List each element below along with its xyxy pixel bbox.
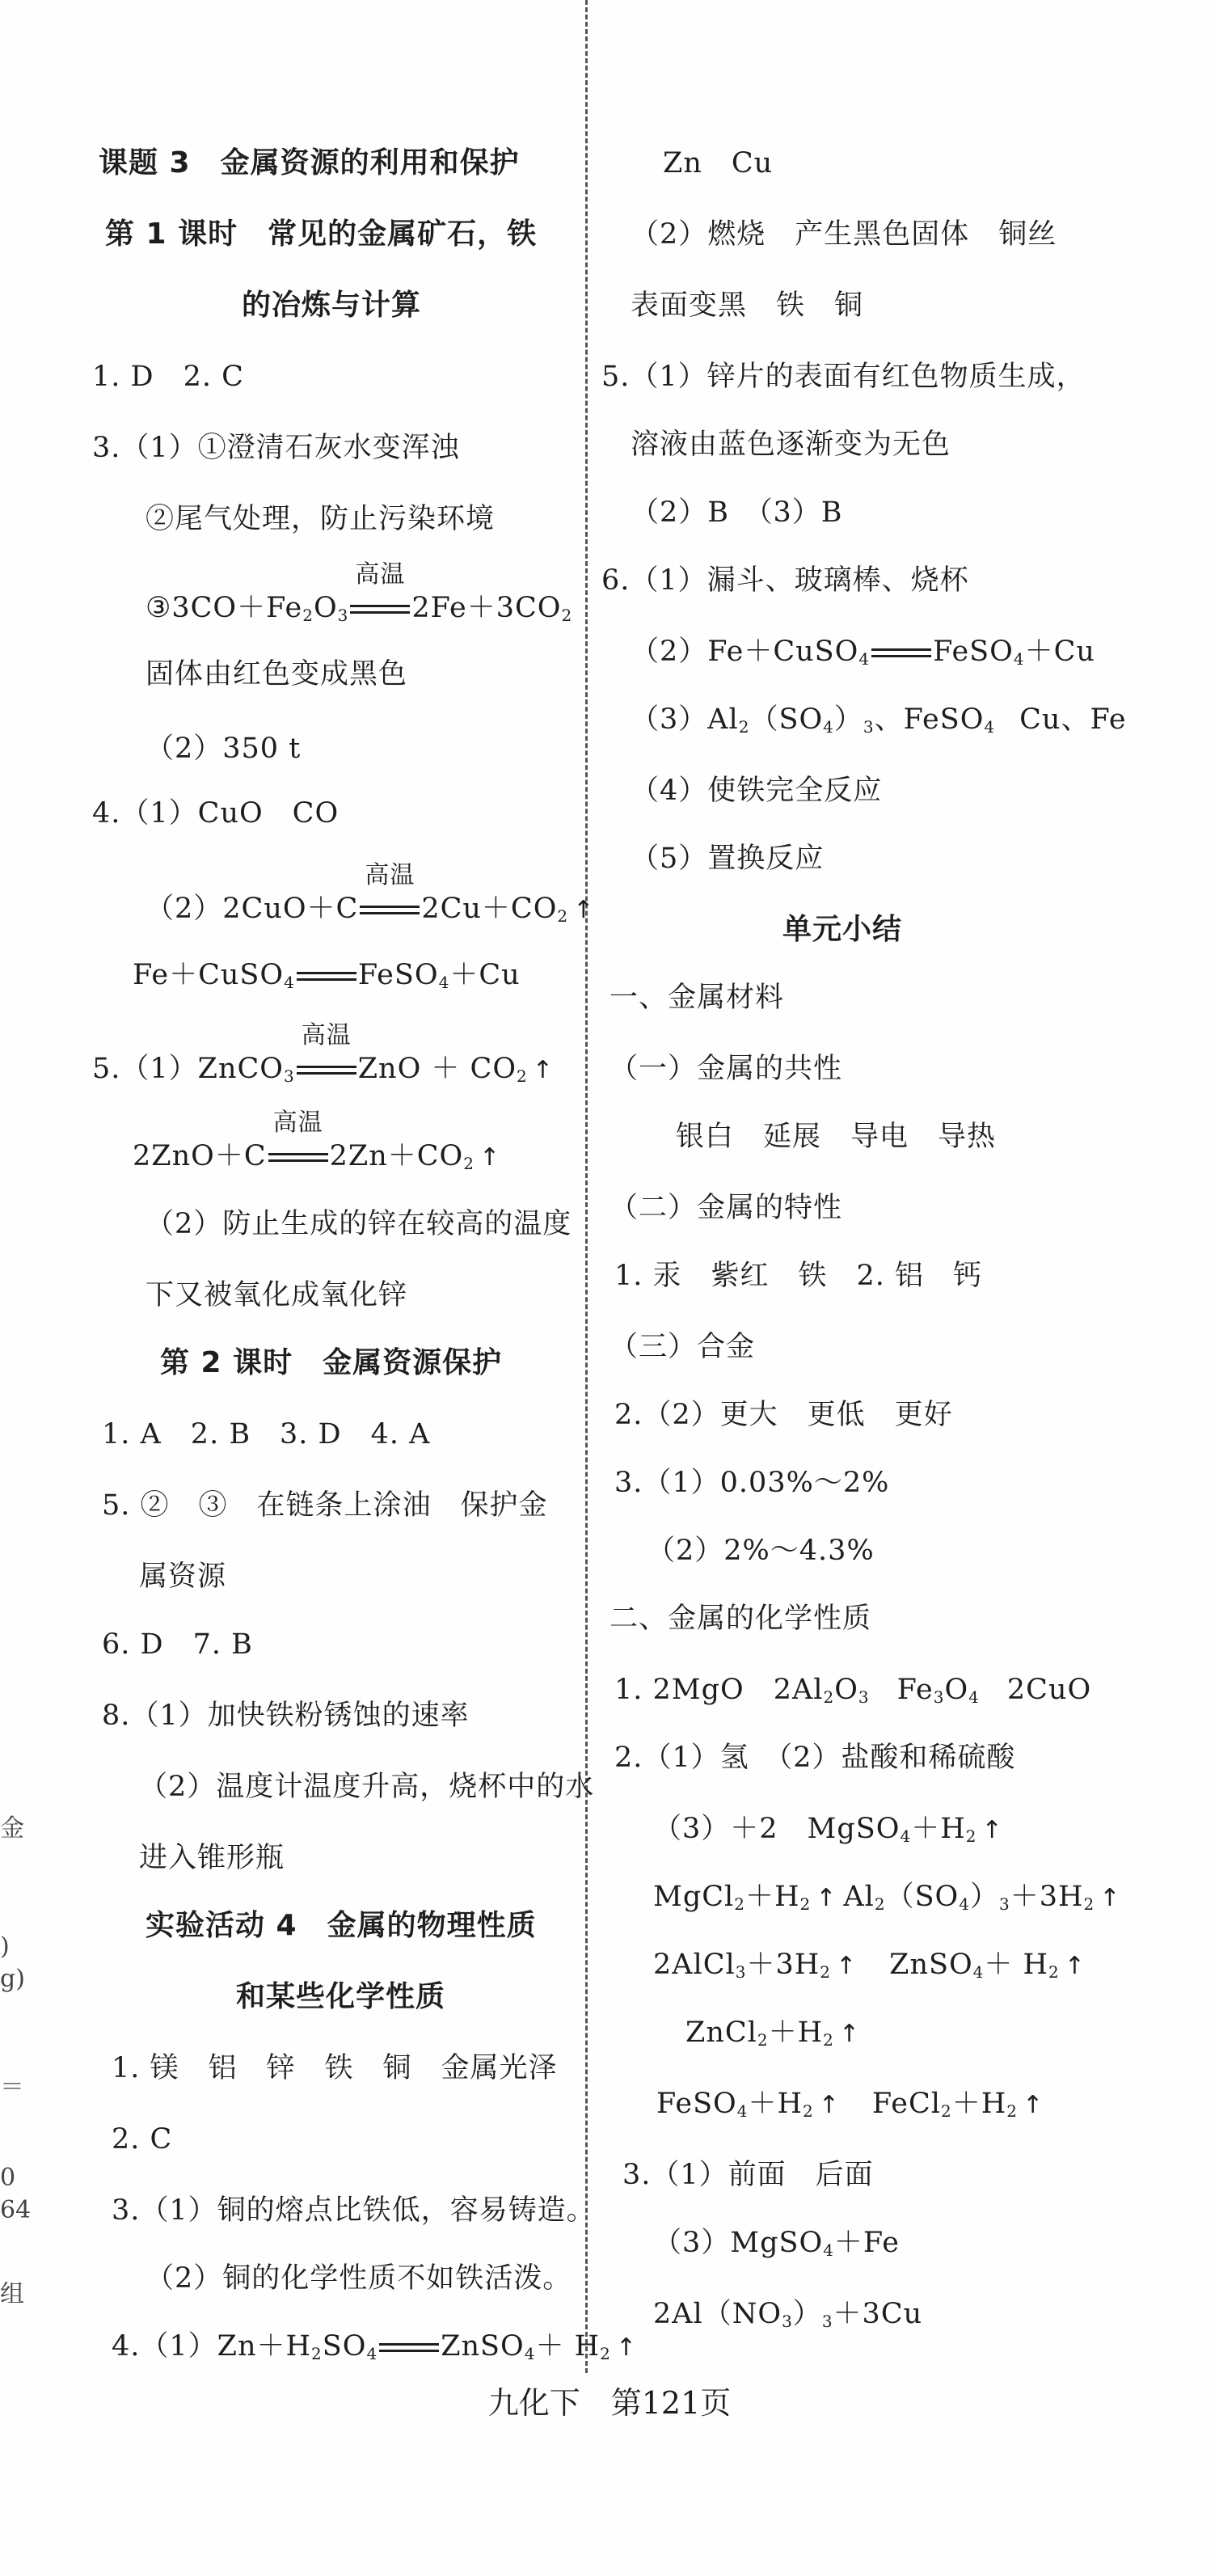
- equation-line: $2Al(NO_3)_3+3Cu$: [653, 2298, 923, 2331]
- answer-line: 属资源: [139, 1560, 227, 1593]
- gas-arrow-icon: ↑: [532, 1056, 554, 1084]
- answer-line: 2. C: [112, 2123, 173, 2156]
- equation-line: （3）MgSO$_4$＋Fe: [653, 2227, 901, 2260]
- edge-fragment: 组: [0, 2280, 24, 2308]
- answer-line: 4.（1）CuO CO: [92, 797, 340, 830]
- equation-line: $MgCl_2+H_2$ ↑ $Al_2(SO_4)_3+3H_2$ ↑: [653, 1879, 1120, 1916]
- answer-line: $(3)Al_2(SO_4)_3$、FeSO$_4$ Cu、Fe: [631, 703, 1127, 737]
- heading-line: （三）合金: [610, 1331, 756, 1363]
- gas-arrow-icon: ↑: [818, 2091, 840, 2119]
- reaction-sign: [379, 2329, 439, 2364]
- answer-line: 1. A 2. B 3. D 4. A: [102, 1418, 431, 1451]
- answer-line: 1. 镁 铝 锌 铁 铜 金属光泽: [112, 2052, 558, 2084]
- answer-line: （2）2%～4.3%: [647, 1535, 875, 1567]
- gas-arrow-icon: ↑: [615, 2333, 637, 2362]
- section-title: 单元小结: [782, 913, 903, 946]
- answer-line: 3.（1）铜的熔点比铁低，容易铸造。: [112, 2194, 596, 2227]
- answer-line: 3.（1）前面 后面: [622, 2159, 874, 2191]
- answer-line: 5. ② ③ 在链条上涂油 保护金: [102, 1489, 548, 1522]
- edge-fragment: 0: [0, 2164, 16, 2192]
- heading-line: 二、金属的化学性质: [610, 1603, 872, 1635]
- lesson-title-cont: 的冶炼与计算: [241, 289, 421, 322]
- gas-arrow-icon: ↑: [1099, 1884, 1121, 1912]
- answer-line: 表面变黑 铁 铜: [631, 289, 864, 322]
- equation-line: 2ZnO＋C 高温 $2Zn+CO_2$ ↑: [133, 1138, 500, 1176]
- reaction-sign: 高温: [268, 1138, 328, 1174]
- answer-line: 5.（1）锌片的表面有红色物质生成，: [601, 361, 1086, 393]
- answer-line: （2）温度计温度升高，烧杯中的水: [139, 1771, 595, 1803]
- answer-line: （2）铜的化学性质不如铁活泼。: [146, 2262, 572, 2295]
- equation-line: Fe＋CuSO$_4$ FeSO$_4$＋Cu: [133, 959, 521, 992]
- edge-fragment: ): [0, 1932, 10, 1961]
- answer-line: 银白 延展 导电 导热: [676, 1121, 997, 1153]
- answer-line: （5）置换反应: [631, 842, 825, 875]
- answer-line: 2.（1）氢 （2）盐酸和稀硫酸: [614, 1742, 1016, 1774]
- gas-arrow-icon: ↑: [816, 1884, 837, 1912]
- answer-line: 3.（1）0.03%～2%: [614, 1467, 890, 1499]
- heading-line: （二）金属的特性: [610, 1192, 843, 1224]
- equation-line: 5.（1）ZnCO$_3$ 高温 ZnO ＋ $CO_2$ ↑: [92, 1051, 554, 1088]
- answer-line: ②尾气处理，防止污染环境: [146, 503, 496, 535]
- gas-arrow-icon: ↑: [981, 1816, 1003, 1844]
- section-title-cont: 和某些化学性质: [236, 1980, 446, 2013]
- heading-line: （一）金属的共性: [610, 1053, 843, 1085]
- answer-line: 2.（2）更大 更低 更好: [614, 1399, 953, 1431]
- answer-line: 1. 2MgO $2Al_2O_3$ $Fe_3O_4$ 2CuO: [614, 1674, 1092, 1707]
- answer-line: 8.（1）加快铁粉锈蚀的速率: [102, 1700, 470, 1732]
- answer-line: 下又被氧化成氧化锌: [146, 1279, 408, 1311]
- answer-line: （2）B （3）B: [631, 496, 843, 529]
- gas-arrow-icon: ↑: [838, 2020, 860, 2048]
- section-title: 实验活动 4 金属的物理性质: [146, 1909, 537, 1942]
- answer-line: 固体由红色变成黑色: [146, 658, 408, 690]
- column-divider: [585, 0, 588, 2373]
- reaction-sign: 高温: [297, 1051, 356, 1087]
- edge-fragment: g): [0, 1965, 25, 1993]
- reaction-sign: [871, 634, 931, 669]
- lesson-title: 第 2 课时 金属资源保护: [160, 1346, 503, 1379]
- answer-line: （2）防止生成的锌在较高的温度: [146, 1208, 572, 1240]
- gas-arrow-icon: ↑: [1064, 1952, 1086, 1980]
- answer-line: （4）使铁完全反应: [631, 775, 883, 807]
- heading-line: 一、金属材料: [610, 982, 785, 1014]
- equation-line: $FeSO_4+H_2$ ↑ $FeCl_2+H_2$ ↑: [656, 2086, 1044, 2123]
- equation-line: （2）2CuO＋C 高温 $2Cu+CO_2$ ↑: [146, 891, 594, 928]
- answer-line: 1. D 2. C: [92, 361, 244, 393]
- lesson-title: 第 1 课时 常见的金属矿石，铁: [105, 217, 538, 251]
- reaction-sign: 高温: [350, 590, 410, 626]
- answer-line: （2）燃烧 产生黑色固体 铜丝: [631, 218, 1057, 251]
- gas-arrow-icon: ↑: [835, 1952, 858, 1980]
- equation-line: $③3CO+Fe_2O_3$ 高温 $2Fe+3CO_2$: [146, 560, 573, 625]
- answer-line: 进入锥形瓶: [139, 1842, 285, 1874]
- answer-line: 6. D 7. B: [102, 1628, 253, 1661]
- gas-arrow-icon: ↑: [1022, 2091, 1044, 2119]
- equation-line: （2）Fe＋CuSO$_4$ FeSO$_4$＋Cu: [631, 636, 1095, 669]
- equation-line: $2AlCl_3+3H_2$ ↑ ZnSO$_4$＋ $H_2$ ↑: [653, 1947, 1086, 1984]
- equation-line: （3）＋2 $MgSO_4+H_2$ ↑: [653, 1811, 1003, 1848]
- equation-line: $4.(1)Zn+H_2SO_4$ ZnSO$_4$＋ $H_2$ ↑: [112, 2329, 637, 2366]
- reaction-sign: [297, 957, 356, 993]
- equation-line: $ZnCl_2+H_2$ ↑: [685, 2015, 860, 2052]
- edge-fragment: ＝: [0, 2073, 24, 2101]
- gas-arrow-icon: ↑: [573, 896, 595, 924]
- answer-line: 1. 汞 紫红 铁 2. 铝 钙: [614, 1260, 983, 1292]
- gas-arrow-icon: ↑: [479, 1143, 501, 1172]
- answer-line: 6.（1）漏斗、玻璃棒、烧杯: [601, 564, 969, 597]
- reaction-sign: 高温: [360, 891, 420, 927]
- answer-line: （2）350 t: [146, 733, 302, 765]
- section-title: 课题 3 金属资源的利用和保护: [99, 146, 520, 179]
- answer-line: 3.（1）①澄清石灰水变浑浊: [92, 432, 460, 464]
- edge-fragment: 金: [0, 1814, 24, 1843]
- answer-line: 溶液由蓝色逐渐变为无色: [631, 429, 951, 461]
- page-footer: 九化下 第121页: [487, 2385, 732, 2421]
- edge-fragment: 64: [0, 2196, 32, 2224]
- answer-line: Zn Cu: [663, 147, 774, 179]
